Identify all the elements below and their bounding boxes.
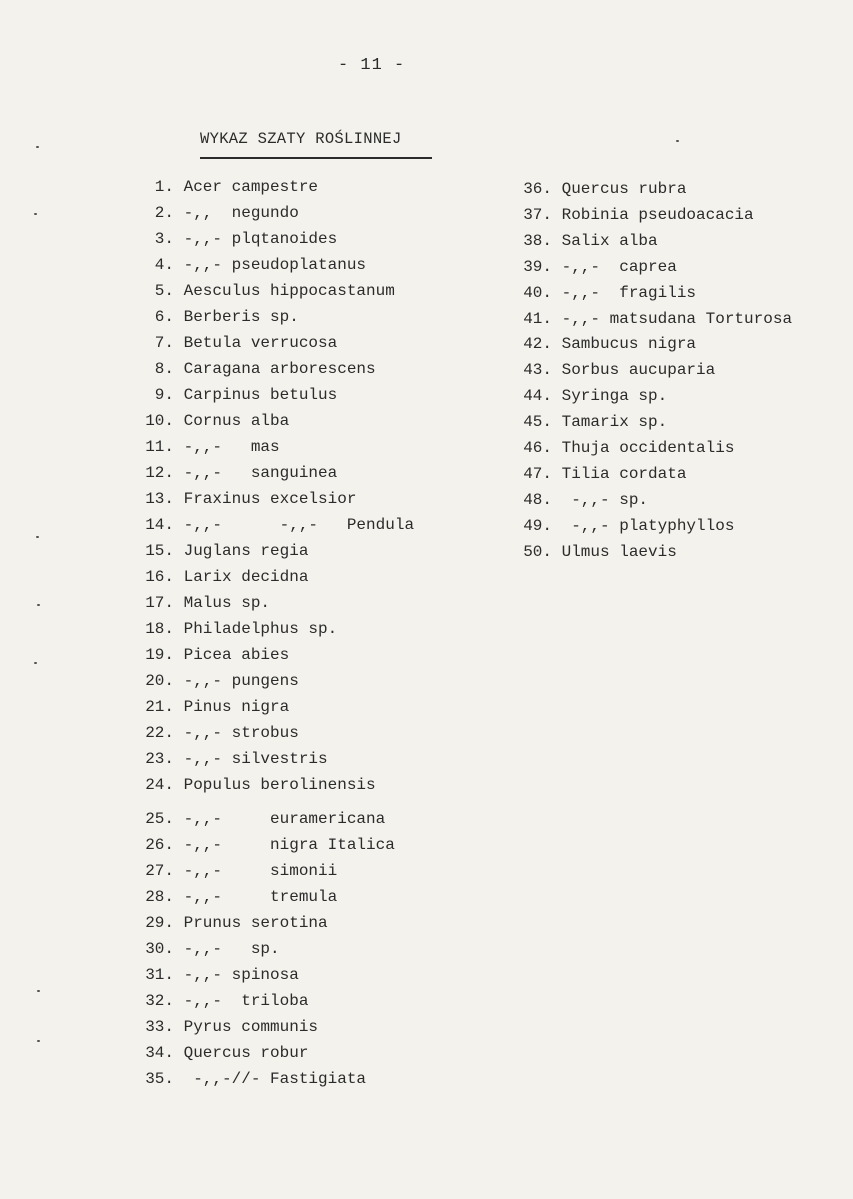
- item-number: 11.: [145, 438, 174, 456]
- plant-list-item: [128, 965, 299, 985]
- plant-list-item: [128, 307, 299, 327]
- plant-name: Berberis sp.: [174, 308, 299, 326]
- plant-name: -,,- caprea: [552, 257, 677, 276]
- page-number: - 11 -: [338, 56, 406, 75]
- item-number: 33.: [145, 1018, 174, 1036]
- plant-name: -,,-//- Fastigiata: [174, 1070, 367, 1088]
- plant-list-item: [512, 257, 677, 277]
- plant-name: -,,- simonii: [174, 862, 338, 880]
- plant-list-item: [512, 542, 677, 562]
- item-number: 19.: [145, 646, 174, 664]
- item-number: 38.: [523, 231, 552, 250]
- plant-list-item: [128, 887, 337, 907]
- item-number: 17.: [145, 594, 174, 612]
- scan-speck: [34, 662, 37, 664]
- plant-name: -,,- matsudana Torturosa: [552, 309, 793, 328]
- plant-name: Carpinus betulus: [174, 386, 338, 404]
- plant-list-item: [512, 231, 658, 251]
- plant-name: Salix alba: [552, 231, 658, 250]
- plant-name: -,,- spinosa: [174, 966, 299, 984]
- item-number: 4.: [154, 256, 174, 274]
- plant-name: Robinia pseudoacacia: [552, 205, 754, 224]
- plant-list-item: [128, 1069, 366, 1089]
- plant-list-item: [128, 541, 308, 561]
- plant-list-item: [512, 334, 696, 354]
- item-number: 36.: [523, 180, 552, 198]
- plant-name: Larix decidna: [174, 568, 309, 586]
- plant-list-item: [512, 179, 686, 199]
- item-number: 7.: [154, 334, 174, 352]
- plant-name: Prunus serotina: [174, 914, 328, 932]
- plant-name: -,,- tremula: [174, 888, 338, 906]
- item-number: 9.: [154, 386, 174, 404]
- plant-list-item: [512, 464, 686, 484]
- item-number: 47.: [523, 464, 552, 483]
- plant-list-item: [128, 723, 299, 743]
- item-number: 8.: [154, 360, 174, 378]
- item-number: 42.: [523, 335, 552, 354]
- plant-name: -,,- -,,- Pendula: [174, 516, 415, 534]
- plant-list-item: [128, 861, 337, 881]
- plant-list-item: [128, 775, 376, 795]
- plant-list-item: [512, 360, 715, 380]
- item-number: 5.: [154, 282, 174, 300]
- plant-list-item: [128, 515, 414, 535]
- plant-name: Quercus rubra: [552, 180, 687, 198]
- item-number: 13.: [145, 490, 174, 508]
- plant-list-item: [128, 489, 356, 509]
- item-number: 43.: [523, 361, 552, 380]
- item-number: 15.: [145, 542, 174, 560]
- title-underline: [200, 157, 432, 159]
- item-number: 23.: [145, 750, 174, 768]
- plant-name: Pyrus communis: [174, 1018, 319, 1036]
- item-number: 35.: [145, 1070, 174, 1088]
- item-number: 27.: [145, 862, 174, 880]
- plant-name: -,,- strobus: [174, 724, 299, 742]
- item-number: 28.: [145, 888, 174, 906]
- plant-list-item: [128, 567, 308, 587]
- item-number: 14.: [145, 516, 174, 534]
- scan-speck: [676, 140, 679, 142]
- plant-name: -,,- platyphyllos: [552, 516, 735, 535]
- item-number: 12.: [145, 464, 174, 482]
- plant-list-item: [128, 991, 308, 1011]
- plant-name: Sorbus aucuparia: [552, 361, 716, 380]
- plant-name: -,,- mas: [174, 438, 280, 456]
- plant-list-item: [128, 411, 289, 431]
- plant-name: Quercus robur: [174, 1044, 309, 1062]
- scan-speck: [34, 213, 37, 215]
- scan-speck: [37, 604, 40, 606]
- item-number: 32.: [145, 992, 174, 1010]
- plant-list-item: [128, 939, 280, 959]
- plant-list-item: [128, 281, 395, 301]
- plant-list-item: [128, 437, 280, 457]
- plant-list-item: [128, 809, 385, 829]
- item-number: 48.: [523, 490, 552, 509]
- item-number: 20.: [145, 672, 174, 690]
- item-number: 16.: [145, 568, 174, 586]
- plant-list-item: [128, 463, 337, 483]
- plant-list-item: [128, 177, 318, 197]
- item-number: 30.: [145, 940, 174, 958]
- plant-name: Fraxinus excelsior: [174, 490, 357, 508]
- plant-list-item: [512, 438, 734, 458]
- plant-list-item: [128, 1017, 318, 1037]
- plant-name: -,,- fragilis: [552, 283, 697, 302]
- item-number: 39.: [523, 257, 552, 276]
- item-number: 21.: [145, 698, 174, 716]
- plant-list-item: [128, 1043, 308, 1063]
- plant-list-item: [128, 333, 337, 353]
- plant-name: Juglans regia: [174, 542, 309, 560]
- plant-name: Populus berolinensis: [174, 776, 376, 794]
- item-number: 46.: [523, 439, 552, 457]
- plant-name: Picea abies: [174, 646, 290, 664]
- plant-name: Tamarix sp.: [552, 413, 668, 432]
- plant-list-item: [128, 835, 395, 855]
- plant-list-item: [512, 490, 648, 510]
- scan-speck: [36, 146, 39, 148]
- item-number: 18.: [145, 620, 174, 638]
- plant-name: -,,- sp.: [552, 490, 649, 509]
- item-number: 3.: [154, 230, 174, 248]
- plant-name: Pinus nigra: [174, 698, 290, 716]
- item-number: 49.: [523, 516, 552, 535]
- plant-list-item: [512, 309, 792, 329]
- plant-list-item: [512, 386, 667, 406]
- item-number: 25.: [145, 810, 174, 828]
- item-number: 2.: [154, 204, 174, 222]
- plant-list-item: [512, 205, 754, 225]
- item-number: 1.: [154, 178, 174, 196]
- plant-name: Sambucus nigra: [552, 335, 697, 354]
- item-number: 50.: [523, 542, 552, 561]
- scan-speck: [37, 990, 40, 992]
- item-number: 41.: [523, 309, 552, 328]
- plant-list-item: [128, 229, 337, 249]
- item-number: 34.: [145, 1044, 174, 1062]
- item-number: 31.: [145, 966, 174, 984]
- plant-name: -,,- pungens: [174, 672, 299, 690]
- item-number: 22.: [145, 724, 174, 742]
- item-number: 6.: [154, 308, 174, 326]
- plant-list-item: [128, 749, 328, 769]
- plant-name: Philadelphus sp.: [174, 620, 338, 638]
- plant-name: Malus sp.: [174, 594, 271, 612]
- plant-name: Ulmus laevis: [552, 542, 677, 561]
- plant-list-item: [128, 645, 289, 665]
- plant-name: Tilia cordata: [552, 464, 687, 483]
- plant-list-item: [128, 671, 299, 691]
- plant-name: Syringa sp.: [552, 387, 668, 406]
- plant-name: -,,- silvestris: [174, 750, 328, 768]
- plant-list-item: [128, 385, 337, 405]
- plant-name: -,,- sp.: [174, 940, 280, 958]
- item-number: 26.: [145, 836, 174, 854]
- item-number: 37.: [523, 205, 552, 224]
- plant-list-item: [512, 412, 667, 432]
- plant-list-item: [512, 283, 696, 303]
- item-number: 45.: [523, 413, 552, 432]
- plant-name: -,,- plqtanoides: [174, 230, 338, 248]
- plant-list-item: [128, 697, 289, 717]
- plant-name: Betula verrucosa: [174, 334, 338, 352]
- item-number: 24.: [145, 776, 174, 794]
- plant-name: Caragana arborescens: [174, 360, 376, 378]
- scan-speck: [37, 1040, 40, 1042]
- plant-name: Thuja occidentalis: [552, 439, 735, 457]
- plant-name: -,,- pseudoplatanus: [174, 256, 367, 274]
- plant-list-item: [512, 516, 734, 536]
- plant-list-item: [128, 359, 376, 379]
- plant-name: -,, negundo: [174, 204, 299, 222]
- plant-name: Aesculus hippocastanum: [174, 282, 395, 300]
- plant-list-item: [128, 593, 270, 613]
- page-title: WYKAZ SZATY ROŚLINNEJ: [200, 130, 402, 148]
- plant-list-item: [128, 619, 337, 639]
- plant-name: -,,- triloba: [174, 992, 309, 1010]
- plant-name: Cornus alba: [174, 412, 290, 430]
- plant-name: -,,- nigra Italica: [174, 836, 395, 854]
- plant-name: Acer campestre: [174, 178, 319, 196]
- plant-name: -,,- sanguinea: [174, 464, 338, 482]
- item-number: 10.: [145, 412, 174, 430]
- plant-list-item: [128, 913, 328, 933]
- plant-name: -,,- euramericana: [174, 810, 386, 828]
- plant-list-item: [128, 203, 299, 223]
- plant-list-item: [128, 255, 366, 275]
- item-number: 40.: [523, 283, 552, 302]
- item-number: 44.: [523, 387, 552, 406]
- scan-speck: [36, 536, 39, 538]
- item-number: 29.: [145, 914, 174, 932]
